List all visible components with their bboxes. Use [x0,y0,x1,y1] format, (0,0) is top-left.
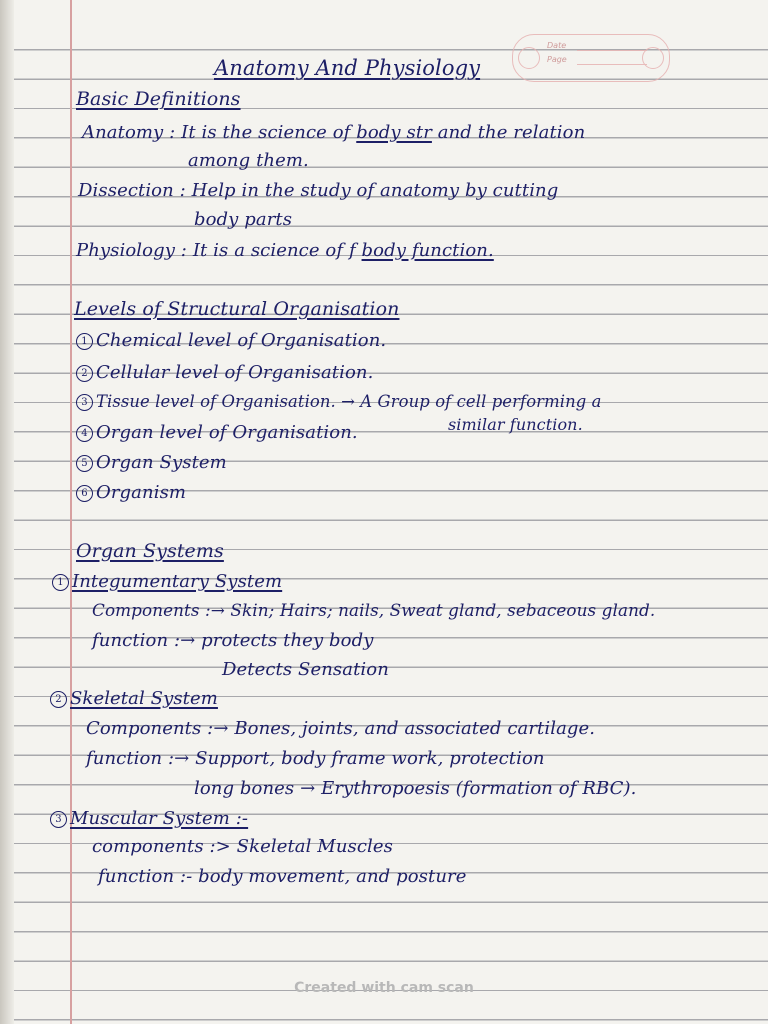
date-label: Date [547,41,567,50]
anatomy-definition-cont: among them. [188,150,309,171]
integumentary-function: function :→ protects they body [92,630,374,651]
skeletal-title: 2 Skeletal System [50,688,218,709]
skeletal-components: Components :→ Bones, joints, and associated cartilage. [86,718,596,739]
integumentary-components: Components :→ Skin; Hairs; nails, Sweat gland, sebaceous gland. [92,600,656,620]
level-item: 6 Organism [76,482,186,503]
levels-heading: Levels of Structural Organisation [74,298,400,320]
margin-line [70,0,72,1024]
physiology-underlined: body function. [361,240,494,261]
skeletal-function: function :→ Support, body frame work, protection [86,748,545,769]
anatomy-term: Anatomy : [82,122,176,143]
level-item: 2 Cellular level of Organisation. [76,362,373,383]
organ-systems-heading: Organ Systems [76,540,224,562]
anatomy-underlined: body str [356,122,432,143]
basic-definitions-heading: Basic Definitions [76,88,241,110]
level-item: 4 Organ level of Organisation. [76,422,358,443]
tissue-note-cont: similar function. [448,415,583,434]
physiology-definition: Physiology : It is a science of f body function. [76,240,494,261]
integumentary-function-cont: Detects Sensation [222,659,389,680]
muscular-title: 3 Muscular System :- [50,808,248,829]
dissection-definition: Dissection : Help in the study of anatomy by cutting [78,180,559,201]
date-page-stamp [512,34,670,82]
page-title: Anatomy And Physiology [214,56,481,80]
page-label: Page [547,55,567,64]
dissection-definition-cont: body parts [194,209,293,230]
integumentary-title: 1 Integumentary System [52,571,282,592]
level-item: 5 Organ System [76,452,227,473]
muscular-components: components :> Skeletal Muscles [92,836,393,857]
muscular-function: function :- body movement, and posture [98,866,467,887]
anatomy-definition: Anatomy : It is the science of body str and the relation [82,122,586,143]
skeletal-function-cont: long bones → Erythropoesis (formation of RBC). [194,778,637,799]
dissection-term: Dissection : [78,180,186,201]
level-item: 1 Chemical level of Organisation. [76,330,386,351]
scanner-watermark: Created with cam scan [294,980,474,996]
physiology-term: Physiology : [76,240,187,261]
level-item: 3 Tissue level of Organisation. → A Group of cell performing a [76,392,602,411]
